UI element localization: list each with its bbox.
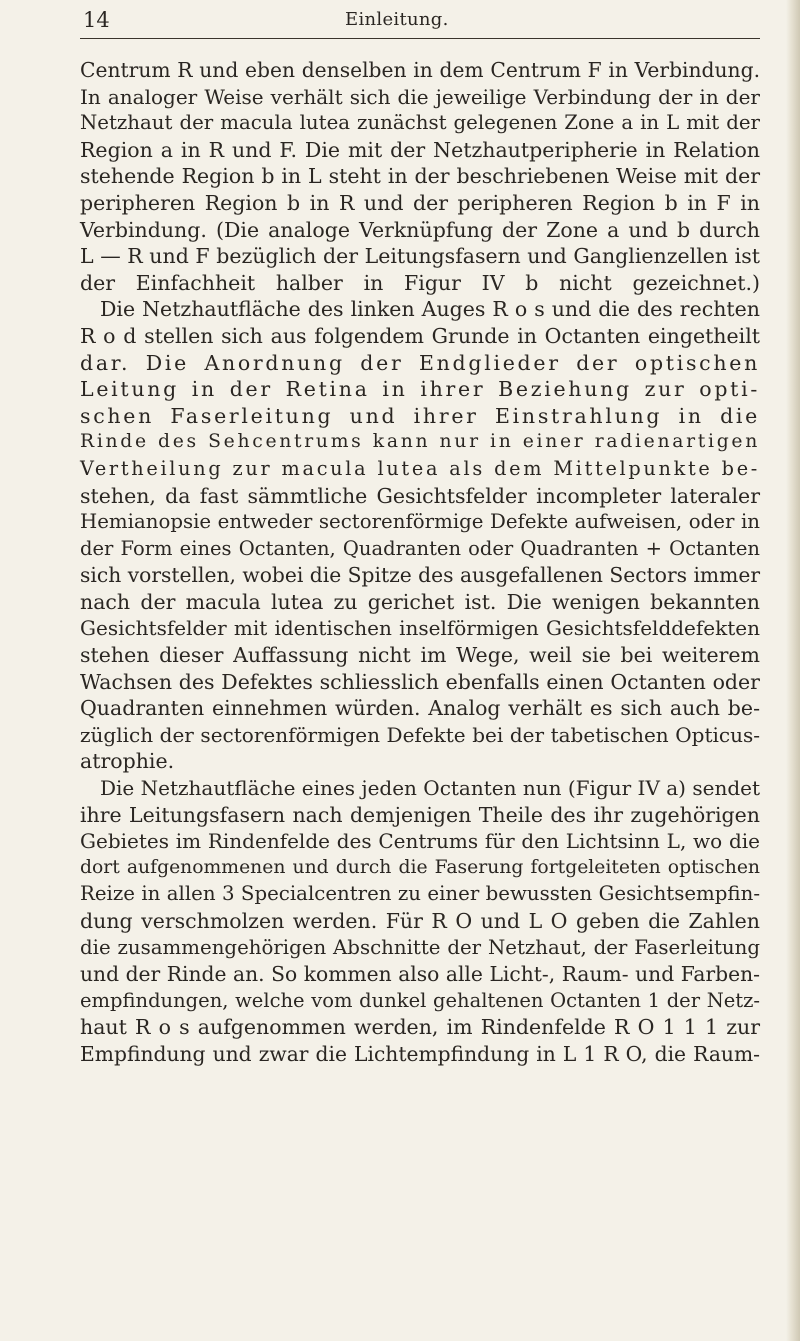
- text-line: Rinde des Sehcentrums kann nur in einer radienartigen: [80, 431, 760, 453]
- text-line: Verbindung. (Die analoge Verknüpfung der Zone a und b durch: [80, 217, 760, 242]
- text-line: Gebietes im Rindenfelde des Centrums für den Lichtsinn L, wo die: [80, 829, 760, 854]
- text-line: stehende Region b in L steht in der beschriebenen Weise mit der: [80, 164, 760, 189]
- text-line: züglich der sectorenförmigen Defekte bei der tabetischen Opticus-: [80, 722, 760, 747]
- text-line: stehen dieser Auffassung nicht im Wege, weil sie bei weiterem: [80, 643, 760, 668]
- text-line: ihre Leitungsfasern nach demjenigen Theile des ihr zugehörigen: [80, 802, 760, 827]
- text-line: der Einfachheit halber in Figur IV b nicht gezeichnet.): [80, 270, 760, 295]
- text-line: Region a in R und F. Die mit der Netzhautperipherie in Relation: [80, 137, 760, 162]
- text-line: Netzhaut der macula lutea zunächst gelegenen Zone a in L mit der: [80, 111, 760, 135]
- text-line: Die Netzhautfläche eines jeden Octanten nun (Figur IV a) sendet: [100, 776, 760, 801]
- text-line: peripheren Region b in R und der peripheren Region b in F in: [80, 190, 760, 215]
- text-line: die zusammengehörigen Abschnitte der Netzhaut, der Faserleitung: [80, 935, 760, 959]
- text-line: L — R und F bezüglich der Leitungsfasern und Ganglienzellen ist: [80, 244, 760, 269]
- text-line: Gesichtsfelder mit identischen inselförmigen Gesichtsfelddefekten: [80, 616, 760, 641]
- text-line: haut R o s aufgenommen werden, im Rindenfelde R O 1 1 1 zur: [80, 1015, 760, 1040]
- body-text: [80, 57, 760, 1068]
- text-line: nach der macula lutea zu gerichet ist. Die wenigen bekannten: [80, 589, 760, 614]
- text-line: sich vorstellen, wobei die Spitze des ausgefallenen Sectors immer: [80, 563, 760, 588]
- text-line: dort aufgenommenen und durch die Faserung fortgeleiteten optischen: [80, 856, 760, 878]
- text-line: stehen, da fast sämmtliche Gesichtsfelder incompleter lateraler: [80, 483, 760, 508]
- page-number: 14: [83, 8, 110, 32]
- running-head: Einleitung.: [345, 9, 449, 30]
- text-line: empfindungen, welche vom dunkel gehaltenen Octanten 1 der Netz-: [80, 988, 760, 1012]
- text-line: Wachsen des Defektes schliesslich ebenfalls einen Octanten oder: [80, 669, 760, 694]
- text-line: In analoger Weise verhält sich die jeweilige Verbindung der in der: [80, 84, 760, 109]
- text-line: atrophie.: [80, 749, 175, 774]
- text-line: und der Rinde an. So kommen also alle Licht-, Raum- und Farben-: [80, 962, 760, 987]
- text-line: Reize in allen 3 Specialcentren zu einer bewussten Gesichtsempfin-: [80, 882, 760, 906]
- text-line: R o d stellen sich aus folgendem Grunde in Octanten eingetheilt: [80, 323, 760, 348]
- page-header: [80, 4, 760, 39]
- text-line: Leitung in der Retina in ihrer Beziehung zur opti-: [80, 377, 760, 402]
- text-line: Empfindung und zwar die Lichtempfindung in L 1 R O, die Raum-: [80, 1041, 760, 1066]
- text-line: Die Netzhautfläche des linken Auges R o s und die des rechten: [100, 297, 760, 322]
- text-line: der Form eines Octanten, Quadranten oder Quadranten + Octanten: [80, 536, 760, 560]
- text-line: Centrum R und eben denselben in dem Centrum F in Verbindung.: [80, 58, 760, 82]
- text-line: dar. Die Anordnung der Endglieder der optischen: [80, 350, 760, 375]
- text-line: Hemianopsie entweder sectorenförmige Defekte aufweisen, oder in: [80, 510, 760, 534]
- text-line: dung verschmolzen werden. Für R O und L O geben die Zahlen: [80, 909, 760, 933]
- page-edge: [786, 0, 800, 1341]
- text-line: Vertheilung zur macula lutea als dem Mittelpunkte be-: [80, 456, 760, 480]
- text-line: Quadranten einnehmen würden. Analog verhält es sich auch be-: [80, 696, 760, 721]
- text-line: schen Faserleitung und ihrer Einstrahlung in die: [80, 403, 760, 428]
